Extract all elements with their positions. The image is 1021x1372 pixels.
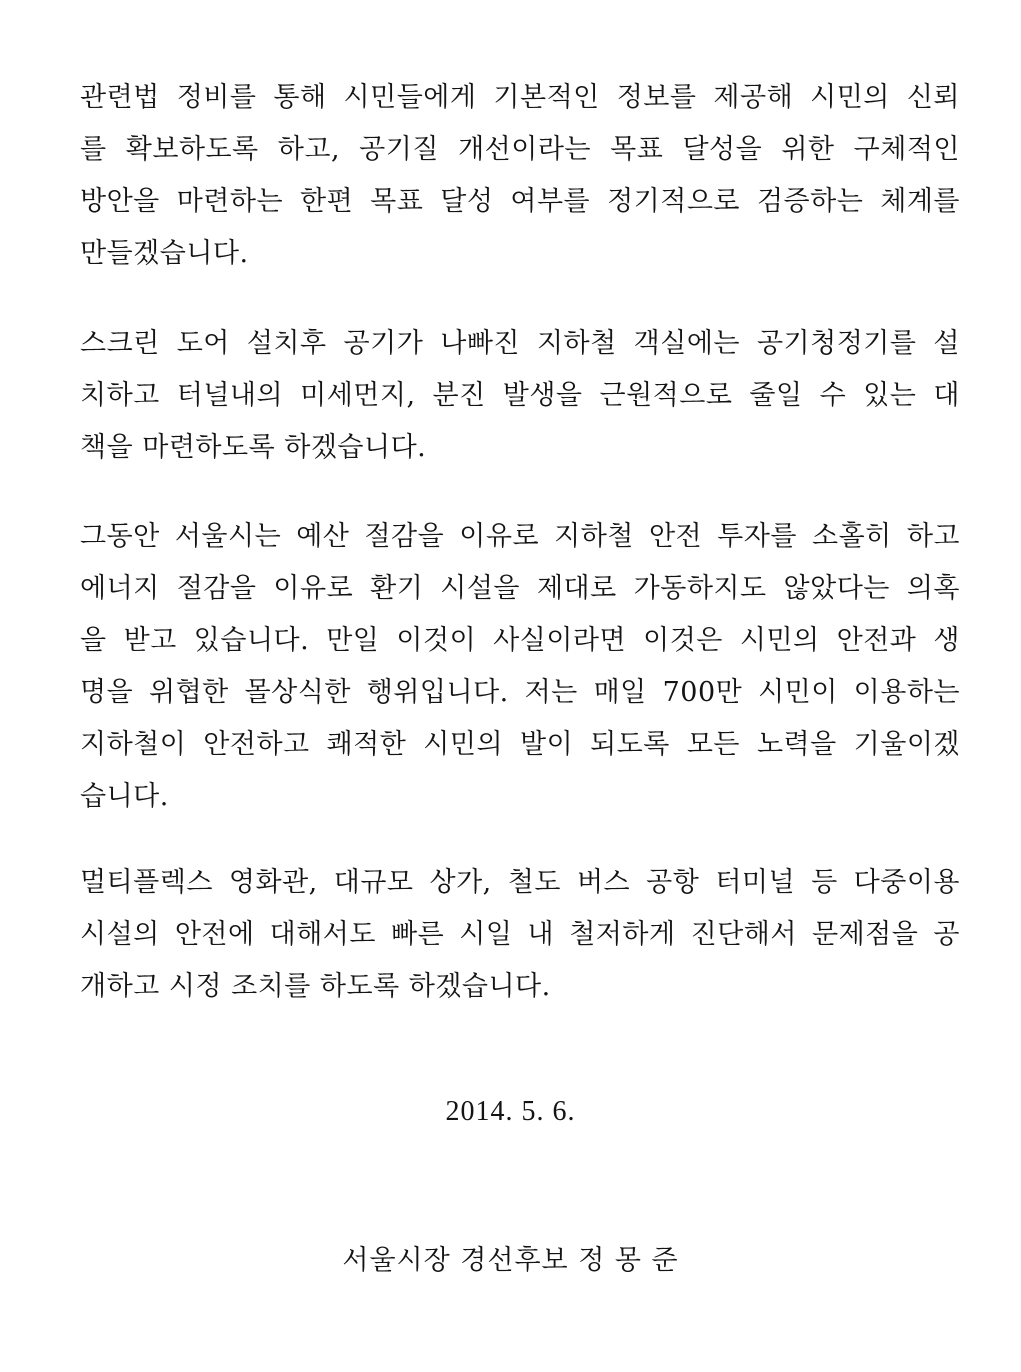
text-line: 시설의 안전에 대해서도 빠른 시일 내 철저하게 진단해서 문제점을 공 bbox=[80, 919, 960, 950]
text-line: 에너지 절감을 이유로 환기 시설을 제대로 가동하지도 않았다는 의혹 bbox=[80, 573, 960, 604]
text-line: 관련법 정비를 통해 시민들에게 기본적인 정보를 제공해 시민의 신뢰 bbox=[80, 82, 960, 113]
text-line: 책을 마련하도록 하겠습니다. bbox=[80, 432, 427, 463]
text-line: 스크린 도어 설치후 공기가 나빠진 지하철 객실에는 공기청정기를 설 bbox=[80, 328, 960, 359]
text-line: 을 받고 있습니다. 만일 이것이 사실이라면 이것은 시민의 안전과 생 bbox=[80, 625, 960, 656]
text-line: 명을 위협한 몰상식한 행위입니다. 저는 매일 700만 시민이 이용하는 bbox=[80, 677, 960, 708]
paragraph-air-purifier bbox=[80, 318, 960, 474]
text-line: 만들겠습니다. bbox=[80, 238, 249, 269]
text-line: 그동안 서울시는 예산 절감을 이유로 지하철 안전 투자를 소홀히 하고 bbox=[80, 521, 960, 552]
text-line: 개하고 시정 조치를 하도록 하겠습니다. bbox=[80, 971, 551, 1002]
text-line: 치하고 터널내의 미세먼지, 분진 발생을 근원적으로 줄일 수 있는 대 bbox=[80, 380, 960, 411]
text-line: 멀티플렉스 영화관, 대규모 상가, 철도 버스 공항 터미널 등 다중이용 bbox=[80, 867, 960, 898]
paragraph-subway-safety bbox=[80, 511, 960, 823]
text-line: 지하철이 안전하고 쾌적한 시민의 발이 되도록 모든 노력을 기울이겠 bbox=[80, 729, 960, 760]
paragraph-legal-reform bbox=[80, 72, 960, 280]
text-line: 를 확보하도록 하고, 공기질 개선이라는 목표 달성을 위한 구체적인 bbox=[80, 134, 960, 165]
text-line: 습니다. bbox=[80, 781, 169, 812]
text-line: 방안을 마련하는 한편 목표 달성 여부를 정기적으로 검증하는 체계를 bbox=[80, 186, 960, 217]
signature-line: 서울시장 경선후보 정 몽 준 bbox=[342, 1245, 679, 1276]
paragraph-public-facilities bbox=[80, 857, 960, 1013]
document-date: 2014. 5. 6. bbox=[445, 1096, 576, 1127]
